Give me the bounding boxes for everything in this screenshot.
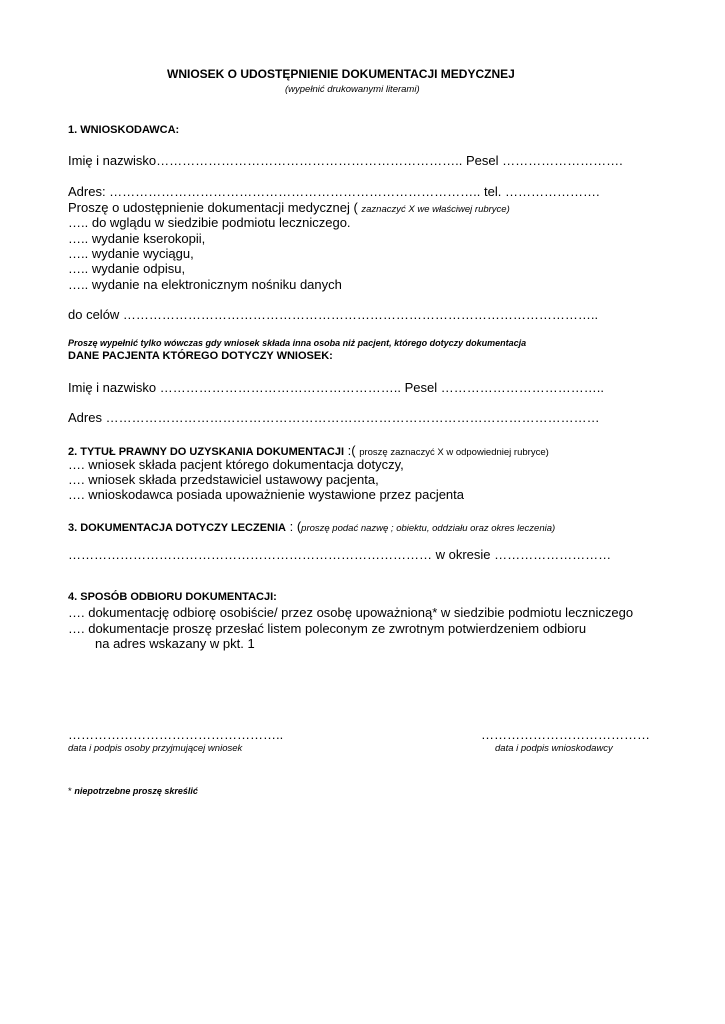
- option-extract: ….. wydanie wyciągu,: [68, 246, 194, 261]
- page-subtitle: (wypełnić drukowanymi literami): [285, 84, 420, 95]
- section1-heading: 1. WNIOSKODAWCA:: [68, 124, 180, 136]
- pickup-option-mail: …. dokumentacje proszę przesłać listem poleconym ze zwrotnym potwierdzeniem odbioru: [68, 621, 587, 636]
- legal-option-representative: …. wniosek składa przedstawiciel ustawowy pacjenta,: [68, 472, 379, 487]
- option-copy: ….. wydanie odpisu,: [68, 261, 186, 276]
- applicant-address-field: Adres: ………………………………………………………………………….. tel. ………………….: [68, 184, 600, 199]
- legal-option-authorization: …. wnioskodawca posiada upoważnienie wystawione przez pacjenta: [68, 487, 465, 502]
- option-viewing: ….. do wglądu w siedzibie podmiotu leczniczego.: [68, 215, 351, 230]
- section2-hint-prefix: :(: [344, 443, 360, 458]
- footnote-text: niepotrzebne proszę skreślić: [74, 786, 198, 796]
- pickup-option-mail-continuation: na adres wskazany w pkt. 1: [95, 636, 255, 651]
- applicant-signature-label: data i podpis wnioskodawcy: [495, 743, 613, 754]
- request-line: [68, 200, 510, 215]
- footnote: [68, 781, 198, 799]
- legal-option-patient: …. wniosek składa pacjent którego dokumentacja dotyczy,: [68, 457, 404, 472]
- receiver-signature-line: …………………………………………..: [68, 727, 284, 742]
- patient-heading: DANE PACJENTA KTÓREGO DOTYCZY WNIOSEK:: [68, 350, 333, 362]
- section3-hint-prefix: : (: [285, 519, 302, 534]
- patient-note: Proszę wypełnić tylko wówczas gdy wniosek składa inna osoba niż pacjent, którego dotyczy dokumentacja: [68, 338, 527, 348]
- applicant-signature-line: …………………………………: [481, 727, 650, 742]
- option-photocopy: ….. wydanie kserokopii,: [68, 231, 206, 246]
- section2-heading: 2. TYTUŁ PRAWNY DO UZYSKANIA DOKUMENTACJI: [68, 446, 345, 458]
- patient-name-field: Imię i nazwisko ……………………………………………….. Pesel ………………………………..: [68, 380, 604, 395]
- request-hint: zaznaczyć X we właściwej rubryce): [361, 204, 510, 215]
- section3-hint: proszę podać nazwę ; obiektu, oddziału oraz okres leczenia): [301, 523, 556, 534]
- purpose-field: do celów ………………………………………………………………………………………………..: [68, 307, 599, 322]
- request-text: Proszę o udostępnienie dokumentacji medycznej (: [68, 200, 362, 215]
- section2-hint: proszę zaznaczyć X w odpowiedniej rubryce): [359, 447, 549, 458]
- footnote-marker: *: [68, 786, 75, 797]
- pickup-option-personal: …. dokumentację odbiorę osobiście/ przez osobę upoważnioną* w siedzibie podmiotu leczniczego: [68, 605, 634, 620]
- page-title: WNIOSEK O UDOSTĘPNIENIE DOKUMENTACJI MEDYCZNEJ: [167, 67, 515, 81]
- patient-address-field: Adres ……………………………………………………………………………………………………: [68, 410, 600, 425]
- receiver-signature-label: data i podpis osoby przyjmującej wniosek: [68, 743, 243, 754]
- option-electronic: ….. wydanie na elektronicznym nośniku danych: [68, 277, 342, 292]
- treatment-period-field: ………………………………………………………………………… w okresie ………………………: [68, 547, 612, 562]
- applicant-name-field: Imię i nazwisko…………………………………………………………….. Pesel ……………………….: [68, 153, 623, 168]
- section4-heading: 4. SPOSÓB ODBIORU DOKUMENTACJI:: [68, 591, 277, 603]
- section3-heading: 3. DOKUMENTACJA DOTYCZY LECZENIA: [68, 522, 286, 534]
- section3-heading-line: [68, 518, 555, 536]
